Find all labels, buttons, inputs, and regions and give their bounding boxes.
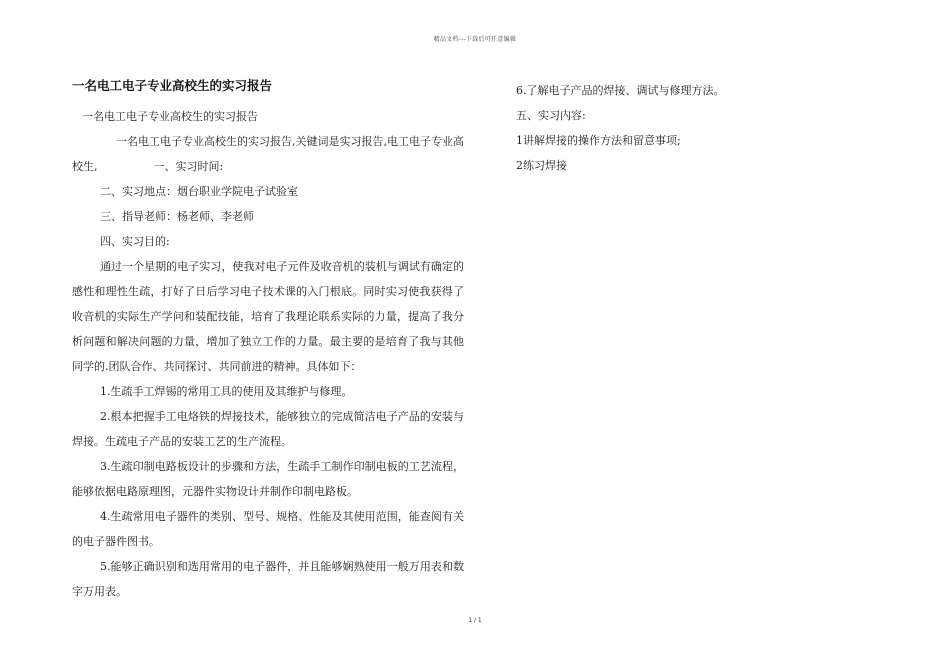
right-column (516, 78, 896, 178)
page-header-note: 精品文档---下载后可任意编辑 (433, 36, 517, 43)
right-column-body (516, 78, 896, 178)
paragraph: 五、实习内容: (516, 109, 586, 122)
paragraph: 1讲解焊接的操作方法和留意事项; (516, 134, 681, 147)
paragraph: 5.能够正确识别和选用常用的电子器件，并且能够娴熟使用一般万用表和数字万用表。 (72, 560, 464, 598)
paragraph: 一名电工电子专业高校生的实习报告,关键词是实习报告,电工电子专业高校生, 一、实习时间: (72, 135, 464, 173)
paragraph: 2.根本把握手工电烙铁的焊接技术，能够独立的完成简洁电子产品的安装与焊接。生疏电子产品的安装工艺的生产流程。 (72, 410, 464, 448)
document-title: 一名电工电子专业高校生的实习报告 (72, 78, 273, 93)
paragraph: 通过一个星期的电子实习，使我对电子元件及收音机的装机与调试有确定的感性和理性生疏，打好了日后学习电子技术课的入门根底。同时实习使我获得了收音机的实际生产学问和装配技能，培育了我理论联系实际的力量，提高了我分析问题和解决问题的力量，增加了独立工作的力量。最主要的是培育了我与其他同学的.团队合作、共同探讨、共同前进的精神。具体如下： (72, 260, 464, 373)
paragraph: 6.了解电子产品的焊接、调试与修理方法。 (516, 84, 725, 97)
left-column (72, 78, 464, 604)
paragraph: 3.生疏印制电路板设计的步骤和方法，生疏手工制作印制电板的工艺流程，能够依据电路原理图，元器件实物设计并制作印制电路板。 (72, 460, 464, 498)
paragraph: 二、实习地点：烟台职业学院电子试验室 (100, 185, 298, 198)
left-column-body (72, 104, 464, 604)
paragraph: 2练习焊接 (516, 159, 567, 172)
paragraph: 四、实习目的: (100, 235, 170, 248)
paragraph: 三、指导老师：杨老师、李老师 (100, 210, 254, 223)
page-number: 1 / 1 (468, 617, 482, 624)
paragraph: 1.生疏手工焊锡的常用工具的使用及其维护与修理。 (100, 385, 353, 398)
paragraph: 4.生疏常用电子器件的类别、型号、规格、性能及其使用范围，能查阅有关的电子器件图书。 (72, 510, 464, 548)
paragraph: 一名电工电子专业高校生的实习报告 (82, 110, 258, 123)
